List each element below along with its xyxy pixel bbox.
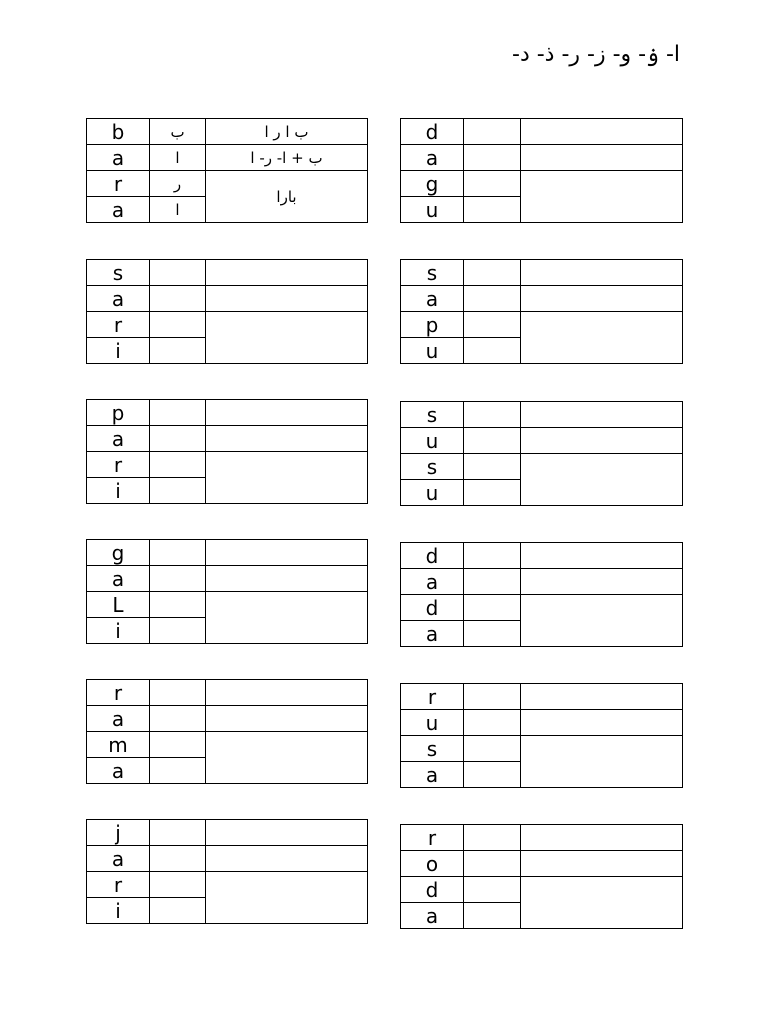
latin-letter: u <box>401 428 464 454</box>
worksheet-table-left-3 <box>86 399 368 504</box>
blank-cell[interactable] <box>521 543 683 569</box>
latin-letter: d <box>401 543 464 569</box>
blank-cell[interactable] <box>206 592 368 644</box>
blank-cell[interactable] <box>150 846 206 872</box>
latin-letter: u <box>401 710 464 736</box>
latin-letter: a <box>87 758 150 784</box>
latin-letter: u <box>401 197 464 223</box>
blank-cell[interactable] <box>206 452 368 504</box>
latin-letter: u <box>401 338 464 364</box>
blank-cell[interactable] <box>150 312 206 338</box>
blank-cell[interactable] <box>464 684 521 710</box>
blank-cell[interactable] <box>206 732 368 784</box>
blank-cell[interactable] <box>150 706 206 732</box>
jawi-letter: ا <box>150 197 206 223</box>
blank-cell[interactable] <box>206 566 368 592</box>
latin-letter: i <box>87 618 150 644</box>
blank-cell[interactable] <box>464 119 521 145</box>
jawi-letter: ب <box>150 119 206 145</box>
latin-letter: a <box>401 569 464 595</box>
worksheet-table-left-1 <box>86 118 368 223</box>
blank-cell[interactable] <box>150 566 206 592</box>
worksheet-table-left-5 <box>86 679 368 784</box>
blank-cell[interactable] <box>464 480 521 506</box>
blank-cell[interactable] <box>464 595 521 621</box>
blank-cell[interactable] <box>150 452 206 478</box>
blank-cell[interactable] <box>206 846 368 872</box>
jawi-letter: ر <box>150 171 206 197</box>
blank-cell[interactable] <box>521 710 683 736</box>
blank-cell[interactable] <box>521 825 683 851</box>
latin-letter: m <box>87 732 150 758</box>
latin-letter: a <box>401 286 464 312</box>
latin-letter: r <box>87 452 150 478</box>
blank-cell[interactable] <box>521 286 683 312</box>
worksheet-table-right-6 <box>400 824 683 929</box>
worksheet-table-right-1 <box>400 118 683 223</box>
latin-letter: r <box>87 872 150 898</box>
blank-cell[interactable] <box>464 762 521 788</box>
blank-cell[interactable] <box>521 454 683 506</box>
worksheet-table-left-4 <box>86 539 368 644</box>
blank-cell[interactable] <box>464 736 521 762</box>
blank-cell[interactable] <box>521 260 683 286</box>
blank-cell[interactable] <box>464 825 521 851</box>
page-title: ا- ۏ- و- ز- ر- ذ- د- <box>512 42 680 67</box>
blank-cell[interactable] <box>464 621 521 647</box>
blank-cell[interactable] <box>206 680 368 706</box>
latin-letter: s <box>401 402 464 428</box>
blank-cell[interactable] <box>206 540 368 566</box>
blank-cell[interactable] <box>521 171 683 223</box>
latin-letter: a <box>401 903 464 929</box>
latin-letter: r <box>87 171 150 197</box>
jawi-spelled: ب ا ر ا <box>206 119 368 145</box>
blank-cell[interactable] <box>150 478 206 504</box>
worksheet-table-right-4 <box>400 542 683 647</box>
latin-letter: g <box>87 540 150 566</box>
latin-letter: a <box>87 145 150 171</box>
latin-letter: s <box>87 260 150 286</box>
latin-letter: i <box>87 338 150 364</box>
blank-cell[interactable] <box>150 618 206 644</box>
latin-letter: a <box>87 426 150 452</box>
latin-letter: d <box>401 877 464 903</box>
latin-letter: a <box>401 762 464 788</box>
blank-cell[interactable] <box>150 260 206 286</box>
blank-cell[interactable] <box>464 428 521 454</box>
jawi-word: بارا <box>206 171 368 223</box>
blank-cell[interactable] <box>521 145 683 171</box>
blank-cell[interactable] <box>206 820 368 846</box>
blank-cell[interactable] <box>521 312 683 364</box>
blank-cell[interactable] <box>150 758 206 784</box>
blank-cell[interactable] <box>150 592 206 618</box>
latin-letter: a <box>401 621 464 647</box>
latin-letter: r <box>87 312 150 338</box>
blank-cell[interactable] <box>464 171 521 197</box>
latin-letter: r <box>87 680 150 706</box>
blank-cell[interactable] <box>464 197 521 223</box>
worksheet-table-right-3 <box>400 401 683 506</box>
worksheet-table-right-2 <box>400 259 683 364</box>
blank-cell[interactable] <box>150 820 206 846</box>
blank-cell[interactable] <box>206 260 368 286</box>
latin-letter: p <box>401 312 464 338</box>
blank-cell[interactable] <box>521 569 683 595</box>
blank-cell[interactable] <box>521 877 683 929</box>
blank-cell[interactable] <box>464 569 521 595</box>
blank-cell[interactable] <box>206 286 368 312</box>
blank-cell[interactable] <box>464 260 521 286</box>
jawi-letter: ا <box>150 145 206 171</box>
latin-letter: d <box>401 119 464 145</box>
blank-cell[interactable] <box>206 312 368 364</box>
blank-cell[interactable] <box>521 595 683 647</box>
blank-cell[interactable] <box>150 426 206 452</box>
latin-letter: a <box>87 197 150 223</box>
blank-cell[interactable] <box>464 710 521 736</box>
blank-cell[interactable] <box>206 872 368 924</box>
worksheet-table-left-2 <box>86 259 368 364</box>
blank-cell[interactable] <box>521 851 683 877</box>
blank-cell[interactable] <box>464 338 521 364</box>
latin-letter: d <box>401 595 464 621</box>
worksheet-table-right-5 <box>400 683 683 788</box>
latin-letter: j <box>87 820 150 846</box>
latin-letter: a <box>87 286 150 312</box>
blank-cell[interactable] <box>464 454 521 480</box>
blank-cell[interactable] <box>464 903 521 929</box>
latin-letter: r <box>401 825 464 851</box>
blank-cell[interactable] <box>464 851 521 877</box>
blank-cell[interactable] <box>464 402 521 428</box>
blank-cell[interactable] <box>464 145 521 171</box>
blank-cell[interactable] <box>206 706 368 732</box>
latin-letter: a <box>87 706 150 732</box>
blank-cell[interactable] <box>150 898 206 924</box>
latin-letter: b <box>87 119 150 145</box>
blank-cell[interactable] <box>464 543 521 569</box>
blank-cell[interactable] <box>206 426 368 452</box>
latin-letter: s <box>401 736 464 762</box>
latin-letter: a <box>401 145 464 171</box>
blank-cell[interactable] <box>150 540 206 566</box>
latin-letter: u <box>401 480 464 506</box>
blank-cell[interactable] <box>150 680 206 706</box>
worksheet-table-left-6 <box>86 819 368 924</box>
blank-cell[interactable] <box>521 428 683 454</box>
latin-letter: g <box>401 171 464 197</box>
latin-letter: p <box>87 400 150 426</box>
blank-cell[interactable] <box>150 400 206 426</box>
blank-cell[interactable] <box>150 338 206 364</box>
blank-cell[interactable] <box>150 286 206 312</box>
blank-cell[interactable] <box>464 286 521 312</box>
latin-letter: i <box>87 478 150 504</box>
latin-letter: r <box>401 684 464 710</box>
blank-cell[interactable] <box>150 872 206 898</box>
blank-cell[interactable] <box>464 312 521 338</box>
blank-cell[interactable] <box>521 684 683 710</box>
blank-cell[interactable] <box>521 402 683 428</box>
latin-letter: a <box>87 846 150 872</box>
blank-cell[interactable] <box>521 119 683 145</box>
blank-cell[interactable] <box>464 877 521 903</box>
latin-letter: L <box>87 592 150 618</box>
jawi-joined: ب + ا- ر- ا <box>206 145 368 171</box>
blank-cell[interactable] <box>206 400 368 426</box>
latin-letter: i <box>87 898 150 924</box>
blank-cell[interactable] <box>150 732 206 758</box>
blank-cell[interactable] <box>521 736 683 788</box>
latin-letter: o <box>401 851 464 877</box>
latin-letter: s <box>401 454 464 480</box>
latin-letter: s <box>401 260 464 286</box>
latin-letter: a <box>87 566 150 592</box>
